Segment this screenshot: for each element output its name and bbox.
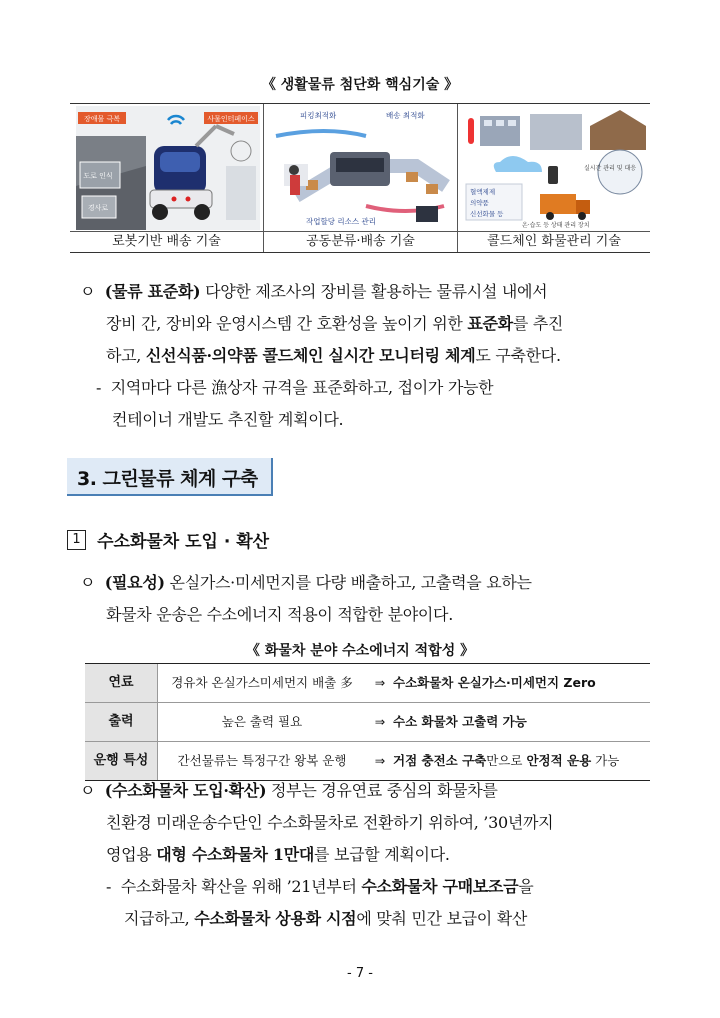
figure-label-coldchain: 콜드체인 화물관리 기술 bbox=[487, 234, 621, 249]
tag-road: 도로 인식 bbox=[83, 172, 113, 180]
section-title: 3. 그린물류 체계 구축 bbox=[77, 468, 258, 490]
sorting-delivery-image bbox=[266, 106, 454, 230]
bullet: ㅇ bbox=[80, 282, 96, 301]
cold-chain-image bbox=[460, 106, 646, 230]
hydrogen-suitability-table bbox=[85, 663, 650, 781]
para-emphasis: 표준화 bbox=[467, 314, 513, 333]
para-text: 친환경 미래운송수단인 수소화물차로 전환하기 위하여, ’30년까지 bbox=[106, 813, 554, 832]
para-emphasis: 대형 수소화물차 1만대 bbox=[156, 845, 315, 864]
para-emphasis: 수소화물차 구매보조금 bbox=[361, 877, 519, 896]
tag-resource: 작업할당 리소스 관리 bbox=[306, 217, 376, 226]
tag-obstacle: 장애물 극복 bbox=[83, 115, 121, 123]
figure-col-divider bbox=[457, 104, 458, 252]
arrow-icon: ⇒ bbox=[374, 675, 386, 690]
subsection-title: 수소화물차 도입 · 확산 bbox=[97, 532, 270, 552]
section-banner bbox=[67, 458, 273, 496]
bullet: ㅇ bbox=[80, 573, 96, 592]
para-heading: (물류 표준화) bbox=[104, 282, 201, 301]
arrow-icon: ⇒ bbox=[374, 753, 386, 768]
para-emphasis: 수소화물차 상용화 시점 bbox=[194, 909, 357, 928]
table-row bbox=[85, 703, 650, 741]
row-label: 출력 bbox=[85, 703, 157, 741]
row-solution: 수소 화물차 고출력 가능 bbox=[393, 714, 527, 729]
para-text: 지역마다 다른 漁상자 규격을 표준화하고, 접이가 가능한 bbox=[110, 378, 494, 397]
para-heading: (수소화물차 도입·확산) bbox=[104, 781, 267, 800]
tag-slope: 경사로 bbox=[87, 204, 109, 212]
page-number: - 7 - bbox=[347, 966, 373, 981]
paragraph-necessity bbox=[80, 567, 660, 631]
para-text: 를 보급할 계획이다. bbox=[314, 845, 450, 864]
robot-delivery-image bbox=[76, 106, 260, 230]
para-emphasis: 신선식품·의약품 콜드체인 실시간 모니터링 체계 bbox=[145, 346, 476, 365]
figure-label-robot: 로봇기반 배송 기술 bbox=[112, 234, 221, 249]
bullet: ㅇ bbox=[80, 781, 96, 800]
tag-picking: 피킹최적화 bbox=[300, 111, 337, 120]
para-text: 온실가스·미세먼지를 다량 배출하고, 고출력을 요하는 bbox=[164, 573, 532, 592]
tag-realtime: 실시간 관리 및 대응 bbox=[583, 165, 637, 172]
para-text: 다양한 제조사의 장비를 활용하는 물류시설 내에서 bbox=[200, 282, 548, 301]
tag-interface: 사물인터페이스 bbox=[207, 115, 255, 123]
technology-image-table bbox=[70, 103, 650, 253]
paragraph-standardization bbox=[80, 276, 660, 372]
subitem-fish-box bbox=[96, 372, 656, 436]
tag-fresh: 신선화물 등 bbox=[470, 210, 504, 218]
para-text: 지급하고, bbox=[124, 909, 195, 928]
para-text: 도 구축한다. bbox=[475, 346, 561, 365]
row-solution: 거점 충전소 구축만으로 안정적 운용 가능 bbox=[393, 753, 620, 768]
para-heading: (필요성) bbox=[104, 573, 165, 592]
subsection-heading bbox=[67, 527, 269, 551]
para-text: 하고, bbox=[106, 346, 146, 365]
para-text: 영업용 bbox=[106, 845, 157, 864]
subitem-subsidy bbox=[106, 871, 656, 935]
row-problem: 높은 출력 필요 bbox=[221, 714, 303, 729]
row-solution: 수소화물차 온실가스·미세먼지 Zero bbox=[393, 675, 596, 690]
figure-caption: 《 생활물류 첨단화 핵심기술 》 bbox=[261, 77, 459, 93]
row-problem: 경유차 온실가스미세먼지 배출 多 bbox=[171, 675, 353, 690]
row-label: 연료 bbox=[85, 664, 157, 702]
para-text: 수소화물차 확산을 위해 ’21년부터 bbox=[120, 877, 362, 896]
paragraph-hydrogen-adoption bbox=[80, 775, 660, 871]
para-text: 을 bbox=[518, 877, 534, 896]
dash-marker: - bbox=[106, 877, 112, 896]
para-text: 컨테이너 개발도 추진할 계획이다. bbox=[112, 410, 344, 429]
tag-sensor: 온·습도 등 상태 관리 장치 bbox=[522, 222, 590, 229]
para-text: 정부는 경유연료 중심의 화물차를 bbox=[266, 781, 498, 800]
row-problem: 간선물류는 특정구간 왕복 운행 bbox=[177, 753, 347, 768]
figure-col-divider bbox=[263, 104, 264, 252]
tag-blood: 혈액제제 bbox=[470, 188, 496, 196]
table-row bbox=[85, 664, 650, 702]
tag-medicine: 의약품 bbox=[470, 199, 489, 207]
tag-delivery-opt: 배송 최적화 bbox=[386, 111, 425, 120]
subsection-number-box: 1 bbox=[67, 530, 86, 550]
para-text: 에 맞춰 민간 보급이 확산 bbox=[356, 909, 528, 928]
arrow-icon: ⇒ bbox=[374, 714, 386, 729]
row-label: 운행 특성 bbox=[85, 742, 157, 780]
dash-marker: - bbox=[96, 378, 102, 397]
para-text: 를 추진 bbox=[512, 314, 564, 333]
figure-label-sorting: 공동분류·배송 기술 bbox=[306, 234, 415, 249]
table-caption: 《 화물차 분야 수소에너지 적합성 》 bbox=[245, 643, 475, 659]
para-text: 화물차 운송은 수소에너지 적용이 적합한 분야이다. bbox=[106, 605, 453, 624]
para-text: 장비 간, 장비와 운영시스템 간 호환성을 높이기 위한 bbox=[106, 314, 468, 333]
